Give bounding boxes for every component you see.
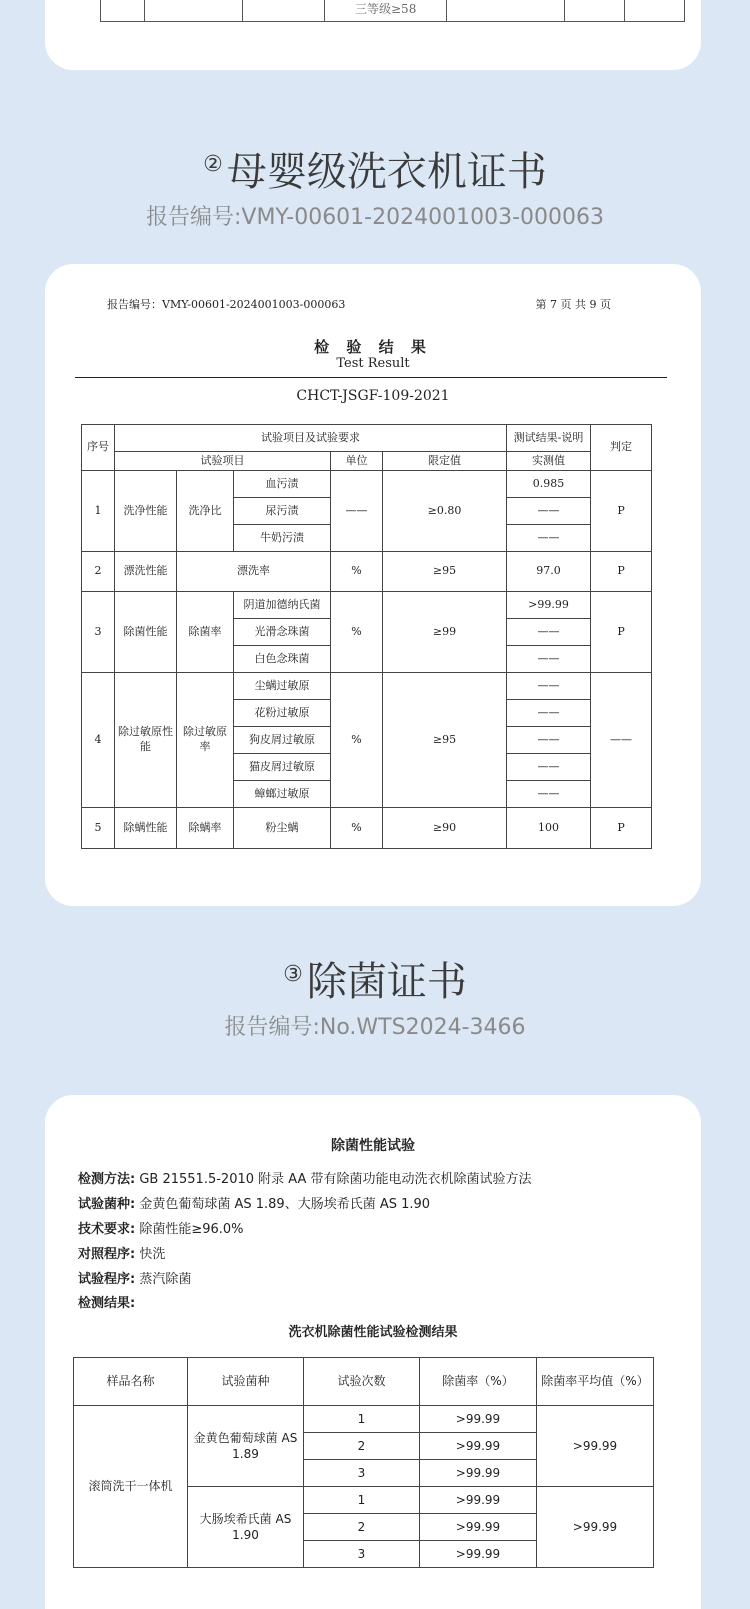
table-cell-limit: ≥95 bbox=[383, 552, 507, 592]
results-table-title: 洗衣机除菌性能试验检测结果 bbox=[288, 1325, 458, 1340]
table-cell-value: —— bbox=[507, 498, 591, 525]
line-label: 技术要求: bbox=[78, 1222, 136, 1237]
table-cell-unit: % bbox=[331, 592, 383, 673]
table-cell-value: 0.985 bbox=[507, 471, 591, 498]
head-runs: 试验次数 bbox=[304, 1358, 420, 1406]
section-3-subtitle: 报告编号:No.WTS2024-3466 bbox=[224, 1015, 526, 1040]
page-indicator: 第 7 页 共 9 页 bbox=[535, 298, 611, 311]
table-cell-run: 2 bbox=[304, 1514, 420, 1541]
table-cell-rate: >99.99 bbox=[420, 1406, 537, 1433]
section-2-number: ② bbox=[203, 152, 223, 177]
head-measured: 实测值 bbox=[507, 452, 591, 471]
head-unit: 单位 bbox=[331, 452, 383, 471]
table-cell-item: 尘螨过敏原 bbox=[234, 673, 331, 700]
table-cell-seq: 2 bbox=[82, 552, 115, 592]
previous-table-text: 三等级≥58 bbox=[355, 2, 417, 16]
table-cell-strain: 大肠埃希氏菌 AS 1.90 bbox=[188, 1487, 304, 1568]
table-cell-value: 100 bbox=[507, 808, 591, 849]
table-cell-avg: >99.99 bbox=[537, 1406, 654, 1487]
head-judge: 判定 bbox=[591, 425, 652, 471]
head-sample: 样品名称 bbox=[74, 1358, 188, 1406]
table-cell-item: 光滑念珠菌 bbox=[234, 619, 331, 646]
table-cell-item: 粉尘螨 bbox=[234, 808, 331, 849]
table-cell-category: 漂洗性能 bbox=[115, 552, 177, 592]
table-cell-category: 除螨性能 bbox=[115, 808, 177, 849]
report-line-requirement bbox=[78, 1218, 244, 1237]
table-cell-unit: % bbox=[331, 808, 383, 849]
table-cell-category: 除菌性能 bbox=[115, 592, 177, 673]
table-cell-value: 97.0 bbox=[507, 552, 591, 592]
table-cell-item: 血污渍 bbox=[234, 471, 331, 498]
standard-code: CHCT-JSGF-109-2021 bbox=[296, 388, 450, 404]
table-cell-run: 3 bbox=[304, 1541, 420, 1568]
report-title: 检 验 结 果 bbox=[314, 338, 432, 356]
line-value: GB 21551.5-2010 附录 AA 带有除菌功能电动洗衣机除菌试验方法 bbox=[139, 1172, 532, 1187]
report-line-method bbox=[78, 1168, 532, 1187]
head-rate: 除菌率（%） bbox=[420, 1358, 537, 1406]
table-cell-strain: 金黄色葡萄球菌 AS 1.89 bbox=[188, 1406, 304, 1487]
line-value: 蒸汽除菌 bbox=[139, 1272, 192, 1287]
report-title-en: Test Result bbox=[336, 356, 410, 371]
table-cell-value: —— bbox=[507, 646, 591, 673]
section-2-subtitle: 报告编号:VMY-00601-2024001003-000063 bbox=[145, 205, 605, 230]
table-cell-run: 2 bbox=[304, 1433, 420, 1460]
section-3-title-text: 除菌证书 bbox=[306, 959, 467, 1005]
table-cell-judge: P bbox=[591, 471, 652, 552]
line-value: 除菌性能≥96.0% bbox=[139, 1222, 244, 1237]
head-strain: 试验菌种 bbox=[188, 1358, 304, 1406]
table-cell-item: 花粉过敏原 bbox=[234, 700, 331, 727]
section-2-title-text: 母婴级洗衣机证书 bbox=[226, 149, 547, 195]
table-cell-limit: ≥99 bbox=[383, 592, 507, 673]
table-cell-item: 狗皮屑过敏原 bbox=[234, 727, 331, 754]
table-cell-item: 牛奶污渍 bbox=[234, 525, 331, 552]
table-cell-seq: 3 bbox=[82, 592, 115, 673]
line-label: 检测方法: bbox=[78, 1172, 136, 1187]
line-label: 试验程序: bbox=[78, 1272, 136, 1287]
table-cell-sub: 除螨率 bbox=[177, 808, 234, 849]
report-line-program bbox=[78, 1268, 191, 1287]
table-cell-limit: ≥0.80 bbox=[383, 471, 507, 552]
table-cell-seq: 5 bbox=[82, 808, 115, 849]
table-cell-item: 阴道加德纳氏菌 bbox=[234, 592, 331, 619]
head-limit: 限定值 bbox=[383, 452, 507, 471]
table-cell-value: —— bbox=[507, 619, 591, 646]
table-cell-seq: 1 bbox=[82, 471, 115, 552]
table-cell-value: >99.99 bbox=[507, 592, 591, 619]
table-cell-judge: P bbox=[591, 808, 652, 849]
report-number: 报告编号：VMY-00601-2024001003-000063 bbox=[107, 298, 346, 311]
table-cell-judge: P bbox=[591, 592, 652, 673]
table-cell-item: 尿污渍 bbox=[234, 498, 331, 525]
table-cell-sub: 除过敏原率 bbox=[177, 673, 234, 808]
head-result-desc: 测试结果-说明 bbox=[507, 425, 591, 452]
table-cell-rate: >99.99 bbox=[420, 1541, 537, 1568]
table-cell-limit: ≥90 bbox=[383, 808, 507, 849]
table-cell-rate: >99.99 bbox=[420, 1514, 537, 1541]
sterilization-result-table bbox=[73, 1357, 654, 1568]
sterilization-certificate-card bbox=[45, 1095, 701, 1609]
head-items-req: 试验项目及试验要求 bbox=[115, 425, 507, 452]
table-cell-category: 除过敏原性能 bbox=[115, 673, 177, 808]
table-cell-category: 洗净性能 bbox=[115, 471, 177, 552]
table-cell-unit: % bbox=[331, 552, 383, 592]
table-cell-value: —— bbox=[507, 727, 591, 754]
table-cell-item: 蟑螂过敏原 bbox=[234, 781, 331, 808]
table-cell-item: 白色念珠菌 bbox=[234, 646, 331, 673]
table-cell-unit: —— bbox=[331, 471, 383, 552]
head-item: 试验项目 bbox=[115, 452, 331, 471]
section-2-title bbox=[0, 140, 750, 197]
table-cell-rate: >99.99 bbox=[420, 1460, 537, 1487]
table-cell-value: —— bbox=[507, 754, 591, 781]
table-cell-judge: —— bbox=[591, 673, 652, 808]
table-cell-sample: 滚筒洗干一体机 bbox=[74, 1406, 188, 1568]
table-cell-seq: 4 bbox=[82, 673, 115, 808]
table-cell-sub: 洗净比 bbox=[177, 471, 234, 552]
table-cell-value: —— bbox=[507, 700, 591, 727]
head-seq: 序号 bbox=[82, 425, 115, 471]
table-cell-avg: >99.99 bbox=[537, 1487, 654, 1568]
table-cell-sub: 漂洗率 bbox=[177, 552, 331, 592]
section-3-title bbox=[0, 950, 750, 1007]
table-cell-run: 1 bbox=[304, 1487, 420, 1514]
table-cell-rate: >99.99 bbox=[420, 1433, 537, 1460]
table-cell-value: —— bbox=[507, 781, 591, 808]
test-result-table bbox=[81, 424, 652, 849]
report-line-results bbox=[78, 1292, 135, 1311]
table-cell-value: —— bbox=[507, 673, 591, 700]
table-cell-item: 猫皮屑过敏原 bbox=[234, 754, 331, 781]
line-label: 检测结果: bbox=[78, 1296, 136, 1311]
sterilization-report-title: 除菌性能试验 bbox=[331, 1138, 415, 1154]
title-rule bbox=[75, 377, 667, 378]
table-cell-value: —— bbox=[507, 525, 591, 552]
baby-grade-certificate-card bbox=[45, 264, 701, 906]
line-value: 快洗 bbox=[139, 1247, 166, 1262]
previous-certificate-card bbox=[45, 0, 701, 70]
report-line-strains bbox=[78, 1193, 430, 1212]
table-cell-judge: P bbox=[591, 552, 652, 592]
table-cell-run: 1 bbox=[304, 1406, 420, 1433]
section-3-number: ③ bbox=[283, 962, 303, 987]
table-cell-unit: % bbox=[331, 673, 383, 808]
line-label: 试验菌种: bbox=[78, 1197, 136, 1212]
line-value: 金黄色葡萄球菌 AS 1.89、大肠埃希氏菌 AS 1.90 bbox=[139, 1197, 431, 1212]
line-label: 对照程序: bbox=[78, 1247, 136, 1262]
head-avg: 除菌率平均值（%） bbox=[537, 1358, 654, 1406]
report-line-control bbox=[78, 1243, 165, 1262]
table-cell-limit: ≥95 bbox=[383, 673, 507, 808]
table-cell-run: 3 bbox=[304, 1460, 420, 1487]
table-cell-rate: >99.99 bbox=[420, 1487, 537, 1514]
table-cell-sub: 除菌率 bbox=[177, 592, 234, 673]
